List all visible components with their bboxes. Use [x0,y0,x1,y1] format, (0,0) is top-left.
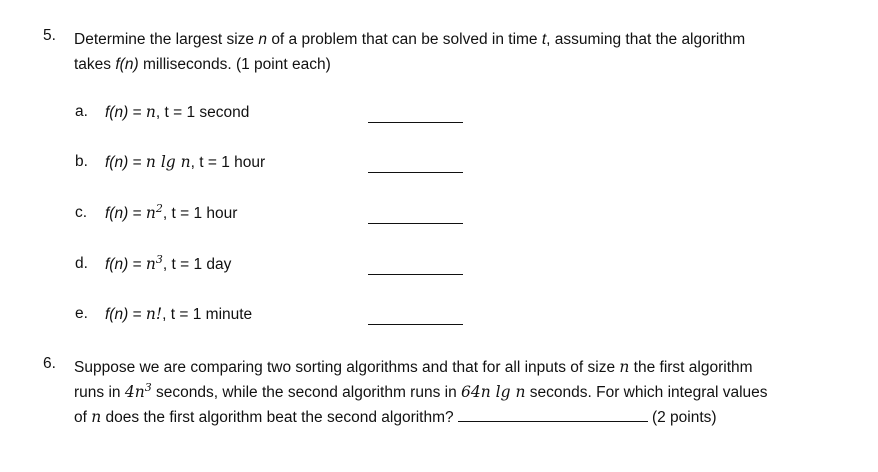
function-label: f(n) [105,205,129,222]
part-expression [105,103,249,122]
q6-text-7: does the first algorithm beat the second algorithm? [105,409,454,426]
q6-runtime-1: 4n [124,383,145,401]
q5-var-n: n [258,31,267,48]
exponent: 3 [155,252,163,266]
expression: n [145,103,156,121]
part-letter: c. [75,204,88,221]
part-expression [105,252,232,274]
q6-points: (2 points) [651,409,717,426]
equals: = [132,256,146,273]
part-expression [105,305,252,324]
part-expression [105,153,265,172]
q5-text-1: Determine the largest size [74,31,255,48]
q5-text-5: milliseconds. (1 point each) [142,56,331,73]
answer-blank[interactable] [368,204,463,224]
equals: = [132,306,146,323]
function-label: f(n) [105,256,129,273]
q6-text-6: of [74,409,87,426]
function-label: f(n) [105,154,129,171]
question-text [74,355,768,430]
answer-blank[interactable] [368,255,463,275]
q6-text-4: seconds, while the second algorithm runs in [156,384,457,401]
q5-text-2: of a problem that can be solved in time [271,31,538,48]
time-limit: , t = 1 second [155,104,250,121]
question-number: 5. [43,27,56,44]
expression: n! [145,305,163,323]
q6-runtime-2: 64n lg n [461,383,526,401]
expression: n [145,204,156,222]
q6-text-5: seconds. For which integral values [529,384,768,401]
function-label: f(n) [105,104,129,121]
function-label: f(n) [105,306,129,323]
equals: = [132,205,146,222]
question-number: 6. [43,355,56,372]
q6-runtime-1-exp: 3 [144,380,152,394]
expression: n lg n [145,153,191,171]
q6-text-3: runs in [74,384,121,401]
answer-blank[interactable] [368,305,463,325]
q6-text-2: the first algorithm [633,359,753,376]
expression: n [145,255,156,273]
q6-text-1: Suppose we are comparing two sorting algorithms and that for all inputs of size [74,359,616,376]
time-limit: , t = 1 day [162,256,232,273]
part-letter: a. [75,103,88,120]
q6-var-n-2: n [91,408,102,426]
part-expression [105,201,238,223]
time-limit: , t = 1 minute [162,306,253,323]
answer-blank[interactable] [368,103,463,123]
answer-blank[interactable] [458,405,648,422]
equals: = [132,154,146,171]
time-limit: , t = 1 hour [162,205,238,222]
q5-text-3: , assuming that the algorithm [546,31,746,48]
time-limit: , t = 1 hour [190,154,266,171]
q5-var-t: t [541,31,547,48]
part-letter: e. [75,305,88,322]
part-letter: b. [75,153,88,170]
exponent: 2 [155,201,163,215]
q6-var-n: n [619,358,630,376]
equals: = [132,104,146,121]
part-letter: d. [75,255,88,272]
q5-text-4: takes [74,56,112,73]
q5-var-fn: f(n) [115,56,139,73]
answer-blank[interactable] [368,153,463,173]
question-text [74,27,745,77]
